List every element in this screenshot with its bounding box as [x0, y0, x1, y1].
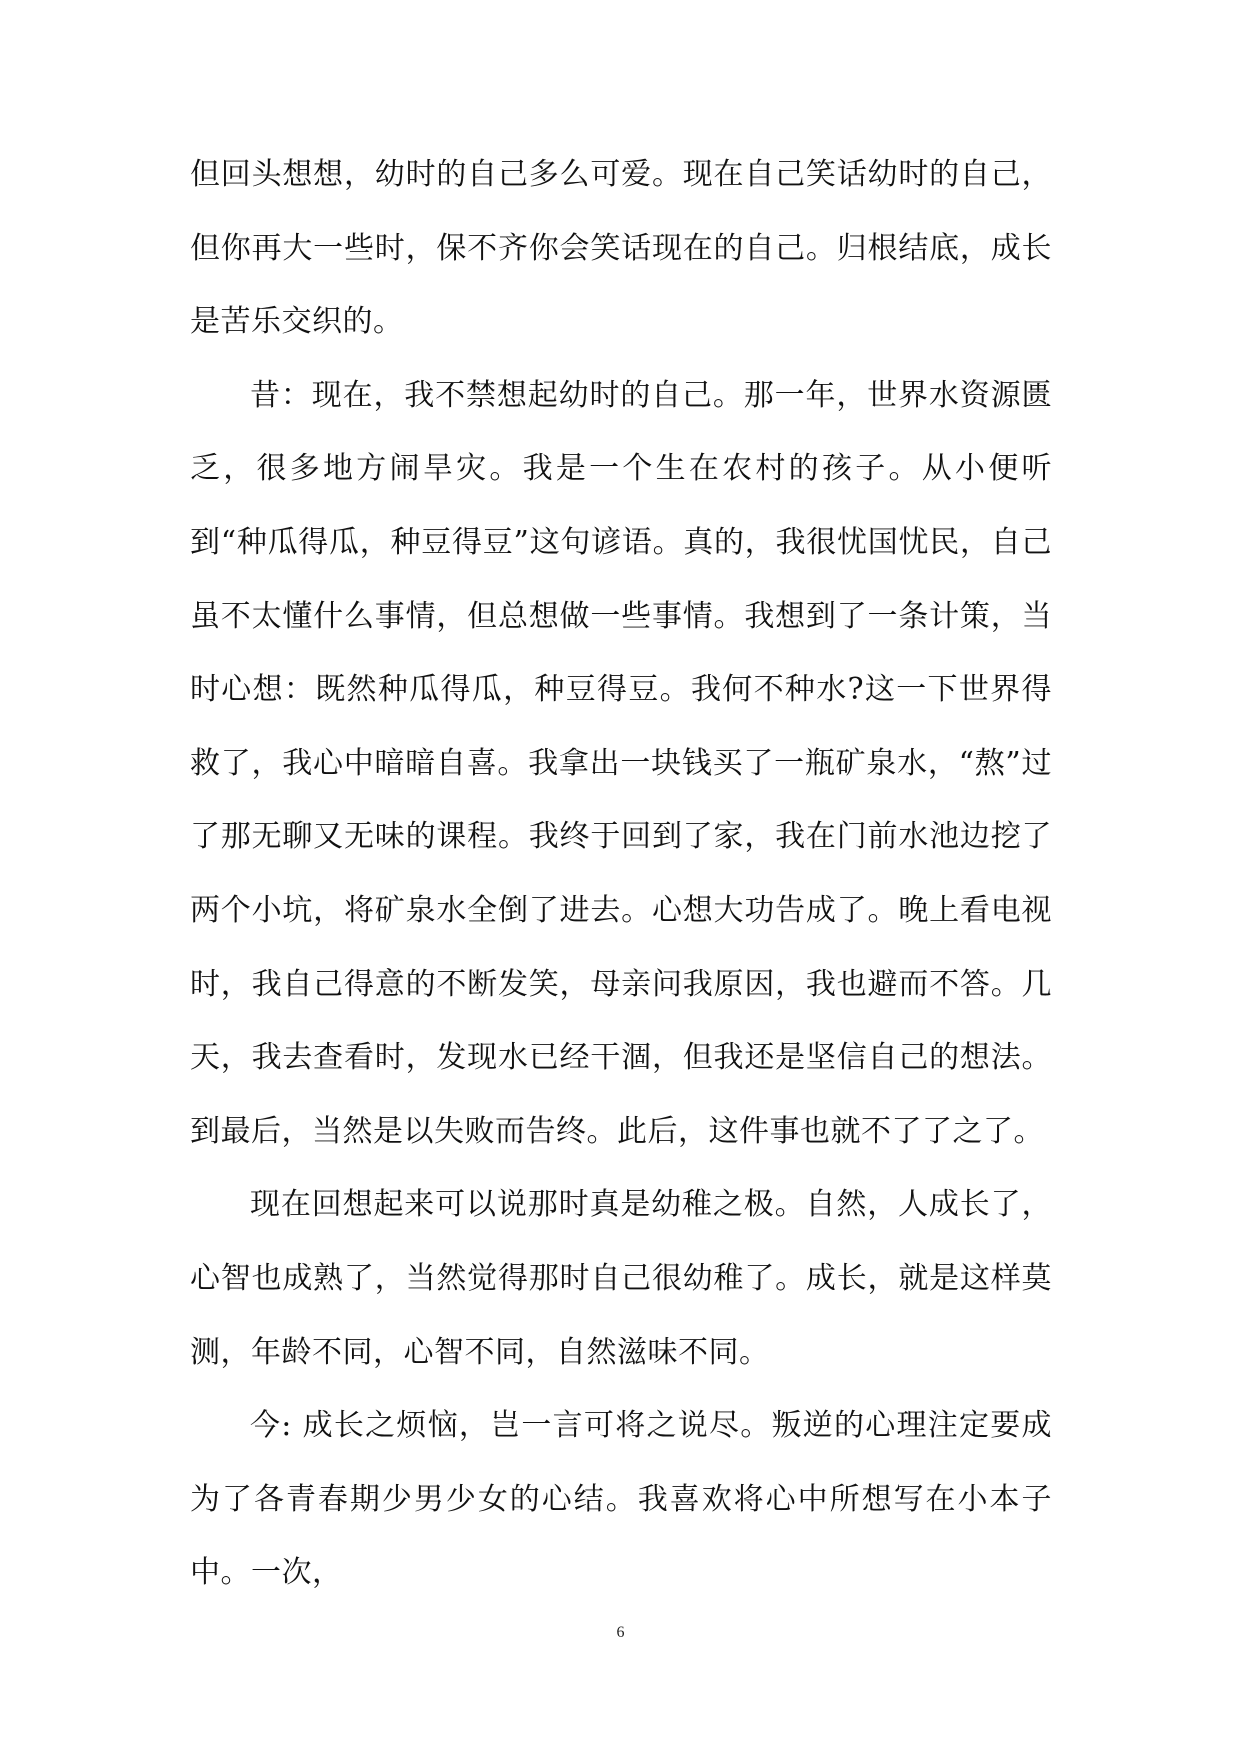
paragraph-present: 今: 成长之烦恼，岂一言可将之说尽。叛逆的心理注定要成为了各青春期少男少女的心结。我喜欢将心中所想写在小本子中。一次，	[190, 1408, 1052, 1591]
page-number: 6	[616, 1624, 625, 1641]
paragraph-past: 昔：现在，我不禁想起幼时的自己。那一年，世界水资源匮乏，很多地方闹旱灾。我是一个生在农村的孩子。从小便听到“种瓜得瓜，种豆得豆”这句谚语。真的，我很忧国忧民，自己虽不太懂什么事情，但总想做一些事情。我想到了一条计策，当时心想：既然种瓜得瓜，种豆得豆。我何不种水?这一下世界得救了，我心中暗暗自喜。我拿出一块钱买了一瓶矿泉水，“熬”过了那无聊又无味的课程。我终于回到了家，我在门前水池边挖了两个小坑，将矿泉水全倒了进去。心想大功告成了。晚上看电视时，我自己得意的不断发笑，母亲问我原因，我也避而不答。几天，我去查看时，发现水已经干涸，但我还是坚信自己的想法。到最后，当然是以失败而告终。此后，这件事也就不了了之了。	[190, 377, 1052, 1149]
paragraph-reflection: 现在回想起来可以说那时真是幼稚之极。自然，人成长了，心智也成熟了，当然觉得那时自己很幼稚了。成长，就是这样莫测，年龄不同，心智不同，自然滋味不同。	[190, 1187, 1052, 1370]
paragraph-continuation: 但回头想想，幼时的自己多么可爱。现在自己笑话幼时的自己，但你再大一些时，保不齐你会笑话现在的自己。归根结底，成长是苦乐交织的。	[190, 157, 1052, 340]
body-text	[190, 138, 1052, 1610]
